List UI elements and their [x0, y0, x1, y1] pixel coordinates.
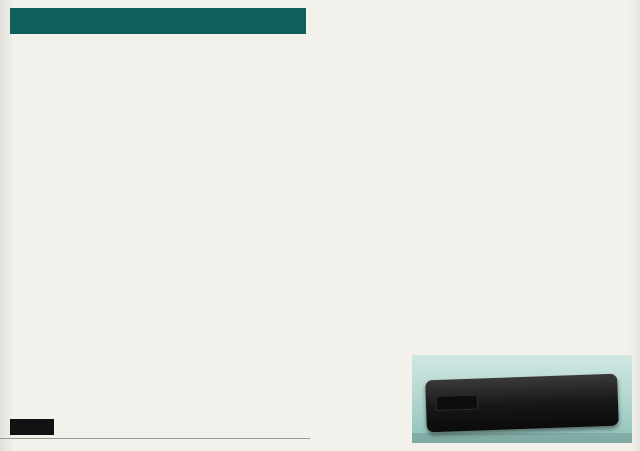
remote-lcd-text: [437, 396, 477, 397]
page-number: [10, 419, 54, 435]
footer-stripes: [56, 423, 146, 434]
remote-device: [425, 374, 619, 433]
right-column: [322, 0, 630, 8]
footer-divider: [0, 438, 310, 439]
counter-remote-photo: [412, 355, 632, 443]
page-title-bar: [10, 8, 306, 34]
left-column: [10, 0, 306, 40]
remote-lcd-screen: [436, 395, 478, 411]
photo-shadow: [412, 433, 632, 443]
